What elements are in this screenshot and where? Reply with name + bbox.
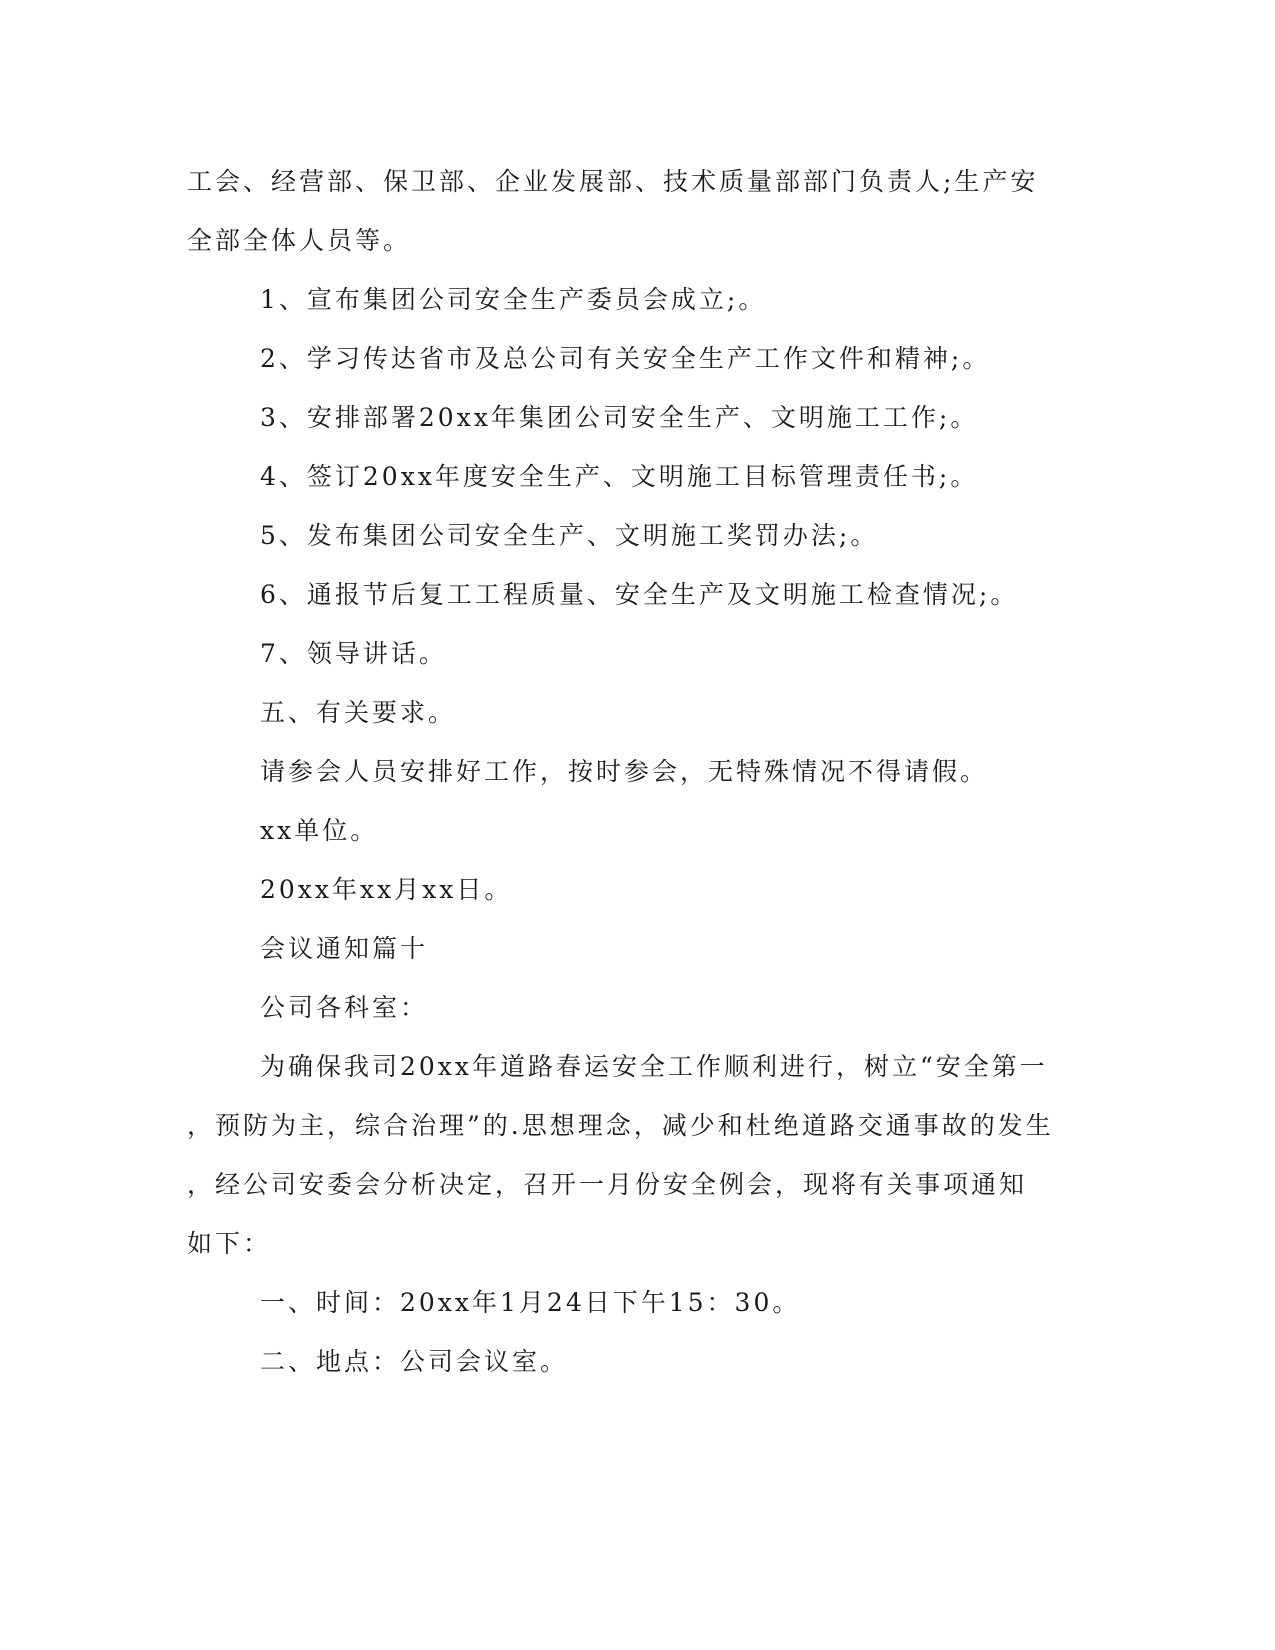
paragraph-line: ，预防为主，综合治理”的.思想理念，减少和杜绝道路交通事故的发生 xyxy=(187,1111,1054,1140)
paragraph-line: 工会、经营部、保卫部、企业发展部、技术质量部部门负责人;生产安 xyxy=(187,167,1039,196)
list-item: 6、通报节后复工工程质量、安全生产及文明施工检查情况;。 xyxy=(260,580,1019,609)
section-heading: 五、有关要求。 xyxy=(260,698,457,727)
paragraph-line: 请参会人员安排好工作，按时参会，无特殊情况不得请假。 xyxy=(260,757,989,786)
paragraph-line: 全部全体人员等。 xyxy=(187,226,412,255)
signature-date: 20xx年xx月xx日。 xyxy=(260,875,513,904)
list-item: 3、安排部署20xx年集团公司安全生产、文明施工工作;。 xyxy=(260,403,979,432)
list-item: 1、宣布集团公司安全生产委员会成立;。 xyxy=(260,285,767,314)
paragraph-line: 为确保我司20xx年道路春运安全工作顺利进行，树立“安全第一 xyxy=(260,1052,1048,1081)
list-item: 二、地点：公司会议室。 xyxy=(260,1347,569,1376)
signature-unit: xx单位。 xyxy=(260,816,379,845)
list-item: 5、发布集团公司安全生产、文明施工奖罚办法;。 xyxy=(260,521,879,550)
list-item: 4、签订20xx年度安全生产、文明施工目标管理责任书;。 xyxy=(260,462,979,491)
list-item: 7、领导讲话。 xyxy=(260,639,447,668)
paragraph-line: ，经公司安委会分析决定，召开一月份安全例会，现将有关事项通知 xyxy=(187,1170,1028,1199)
list-item: 一、时间：20xx年1月24日下午15：30。 xyxy=(260,1288,801,1317)
list-item: 2、学习传达省市及总公司有关安全生产工作文件和精神;。 xyxy=(260,344,991,373)
notice-title: 会议通知篇十 xyxy=(260,934,429,963)
paragraph-line: 如下： xyxy=(187,1229,272,1258)
salutation: 公司各科室： xyxy=(260,993,429,1022)
